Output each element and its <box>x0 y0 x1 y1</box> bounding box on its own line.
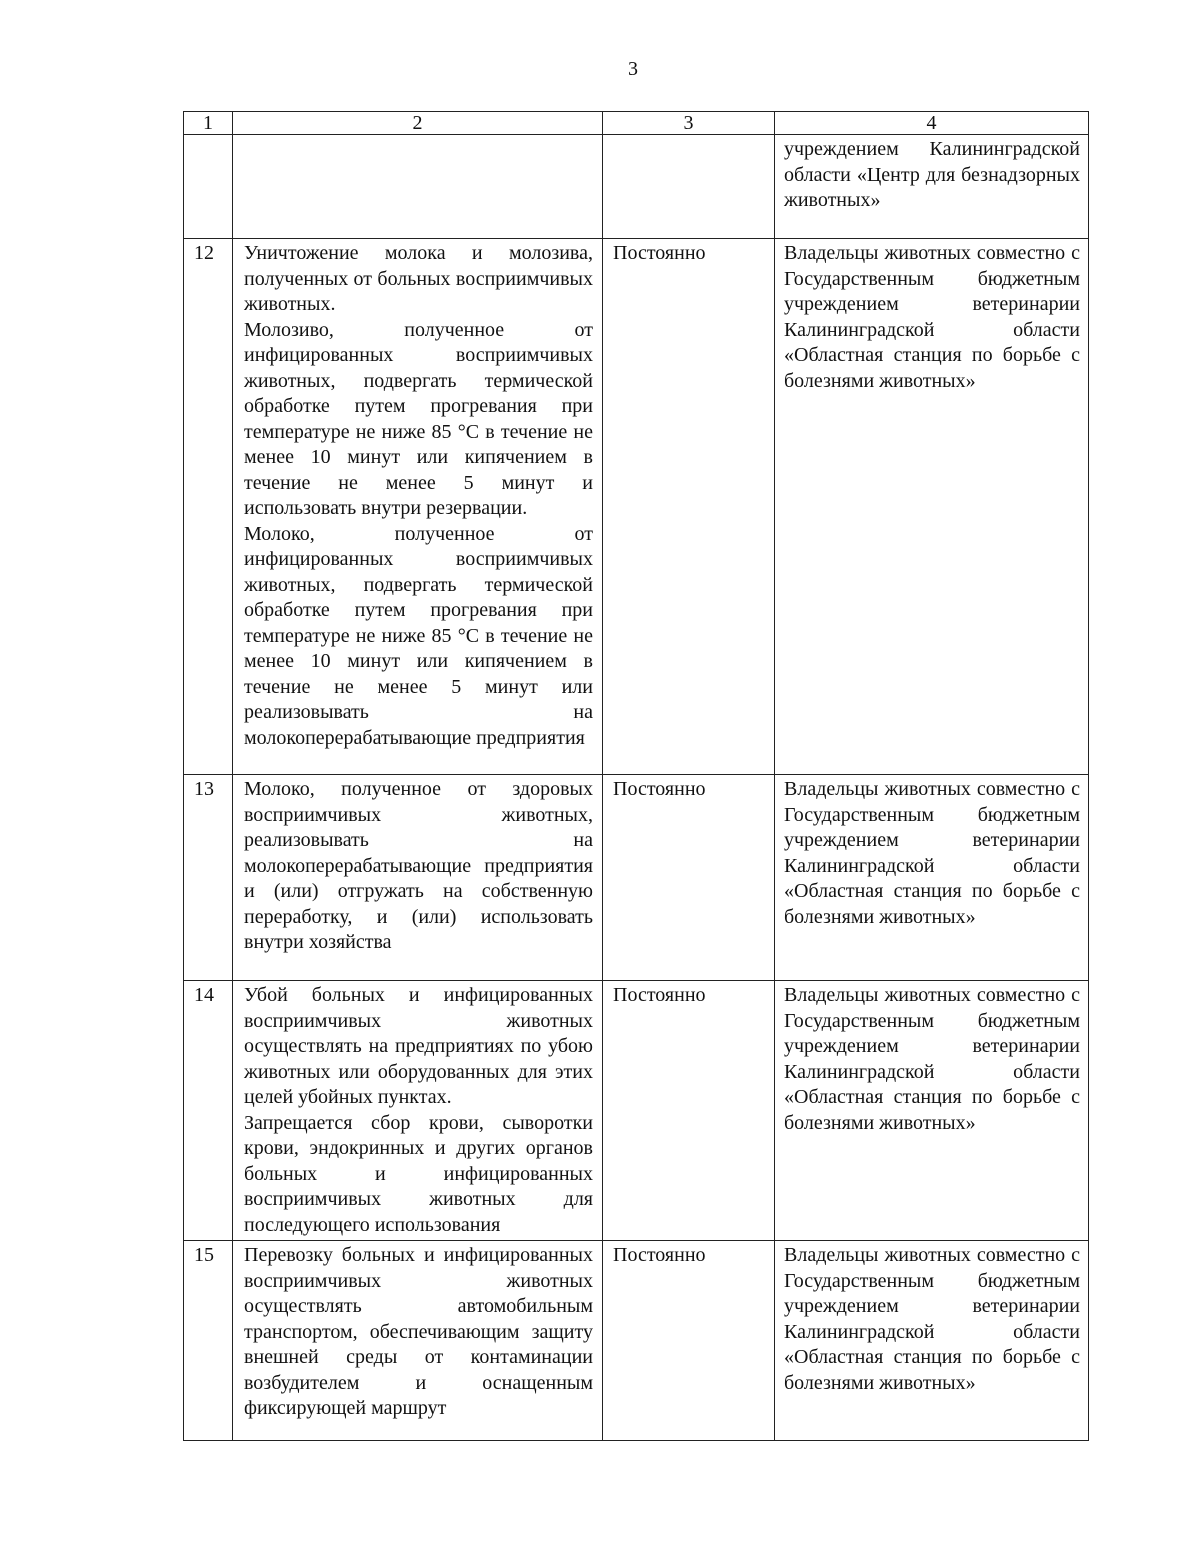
responsible-cell: Владельцы животных совместно с Государственным бюджетным учреждением ветеринарии Калининградской области «Областная станция по борьбе с болезнями животных» <box>775 775 1089 981</box>
measure-paragraph: Молозиво, полученное от инфицированных восприимчивых животных, подвергать термической обработке путем прогревания при температуре не ниже 85 °С в течение не менее 10 минут или кипячением в течение не менее 5 минут и использовать внутри резервации. <box>244 318 593 519</box>
term-cell: Постоянно <box>603 981 775 1241</box>
measure-cell <box>233 135 603 239</box>
page-number: 3 <box>628 58 638 80</box>
table-row <box>184 135 1089 239</box>
table-row <box>184 1241 1089 1441</box>
measure-paragraph: Молоко, полученное от инфицированных восприимчивых животных, подвергать термической обработке путем прогревания при температуре не ниже 85 °С в течение не менее 10 минут или кипячением в течение не менее 5 минут или реализовывать на молокоперерабатывающие предприятия <box>244 522 593 749</box>
responsible-cell: Владельцы животных совместно с Государственным бюджетным учреждением ветеринарии Калининградской области «Областная станция по борьбе с болезнями животных» <box>775 239 1089 775</box>
term-cell: Постоянно <box>603 1241 775 1441</box>
measure-paragraph: Запрещается сбор крови, сыворотки крови, эндокринных и других органов больных и инфицированных восприимчивых животных для последующего использования <box>244 1111 593 1236</box>
table-row <box>184 239 1089 775</box>
row-number: 14 <box>184 981 233 1241</box>
table-header-row <box>184 112 1089 135</box>
row-number: 15 <box>184 1241 233 1441</box>
measure-cell <box>233 1241 603 1441</box>
row-number: 12 <box>184 239 233 775</box>
header-cell-3: 3 <box>603 112 775 135</box>
row-number <box>184 135 233 239</box>
term-cell: Постоянно <box>603 775 775 981</box>
header-cell-2: 2 <box>233 112 603 135</box>
table-row <box>184 981 1089 1241</box>
table-row <box>184 775 1089 981</box>
measure-cell <box>233 981 603 1241</box>
header-cell-4: 4 <box>775 112 1089 135</box>
row-number: 13 <box>184 775 233 981</box>
term-cell <box>603 135 775 239</box>
measure-paragraph: Молоко, полученное от здоровых восприимчивых животных, реализовывать на молокоперерабатывающие предприятия и (или) отгружать на собственную переработку, и (или) использовать внутри хозяйства <box>244 778 593 953</box>
measure-cell <box>233 775 603 981</box>
measure-cell <box>233 239 603 775</box>
responsible-cell: Владельцы животных совместно с Государственным бюджетным учреждением ветеринарии Калининградской области «Областная станция по борьбе с болезнями животных» <box>775 1241 1089 1441</box>
responsible-cell: учреждением Калининградской области «Центр для безнадзорных животных» <box>775 135 1089 239</box>
term-cell: Постоянно <box>603 239 775 775</box>
measure-paragraph: Уничтожение молока и молозива, полученных от больных восприимчивых животных. <box>244 242 593 315</box>
responsible-cell: Владельцы животных совместно с Государственным бюджетным учреждением ветеринарии Калининградской области «Областная станция по борьбе с болезнями животных» <box>775 981 1089 1241</box>
header-cell-1: 1 <box>184 112 233 135</box>
measures-table <box>183 111 1089 1441</box>
measure-paragraph: Перевозку больных и инфицированных восприимчивых животных осуществлять автомобильным транспортом, обеспечивающим защиту внешней среды от контаминации возбудителем и оснащенным фиксирующей маршрут <box>244 1244 593 1419</box>
measure-paragraph: Убой больных и инфицированных восприимчивых животных осуществлять на предприятиях по убою животных или оборудованных для этих целей убойных пунктах. <box>244 984 593 1108</box>
